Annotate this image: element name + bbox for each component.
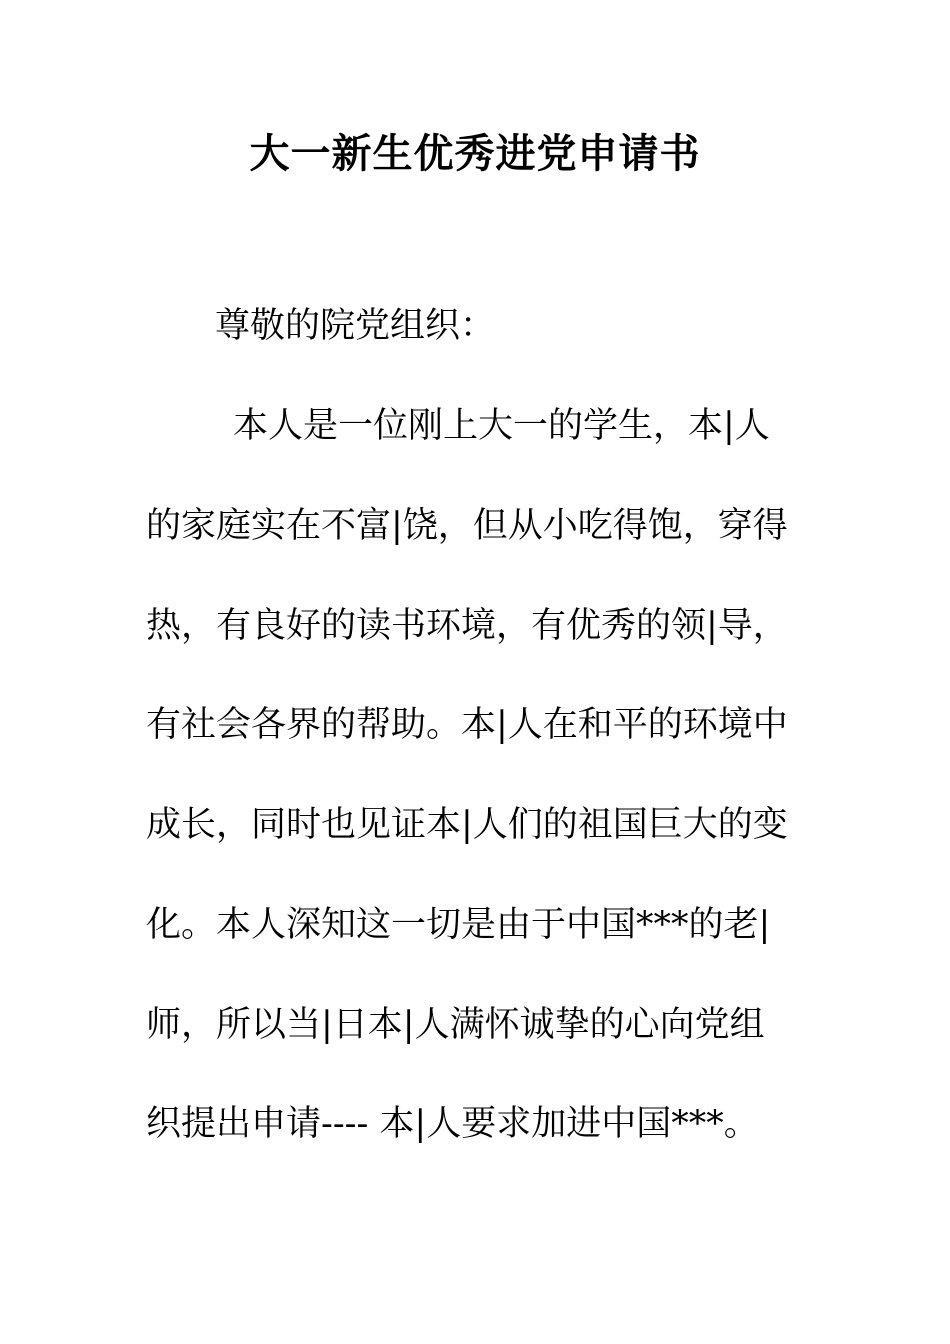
body-line-3: 热，有良好的读书环境，有优秀的领|导， (146, 606, 788, 646)
body-line-7: 师，所以当|日本|人满怀诚挚的心向党组 (146, 1005, 765, 1045)
body-line-4: 有社会各界的帮助。本|人在和平的环境中 (146, 705, 788, 745)
body-line-5: 成长，同时也见证本|人们的祖国巨大的变 (146, 805, 788, 845)
document-title: 大一新生优秀进党申请书 (249, 130, 701, 177)
body-line-8: 织提出申请---- 本|人要求加进中国***。 (146, 1104, 759, 1144)
salutation: 尊敬的院党组织： (215, 306, 496, 346)
body-line-2: 的家庭实在不富|饶，但从小吃得饱，穿得 (146, 506, 788, 546)
body-line-1: 本人是一位刚上大一的学生，本|人 (233, 406, 770, 446)
body-line-6: 化。本人深知这一切是由于中国***的老| (146, 905, 771, 945)
